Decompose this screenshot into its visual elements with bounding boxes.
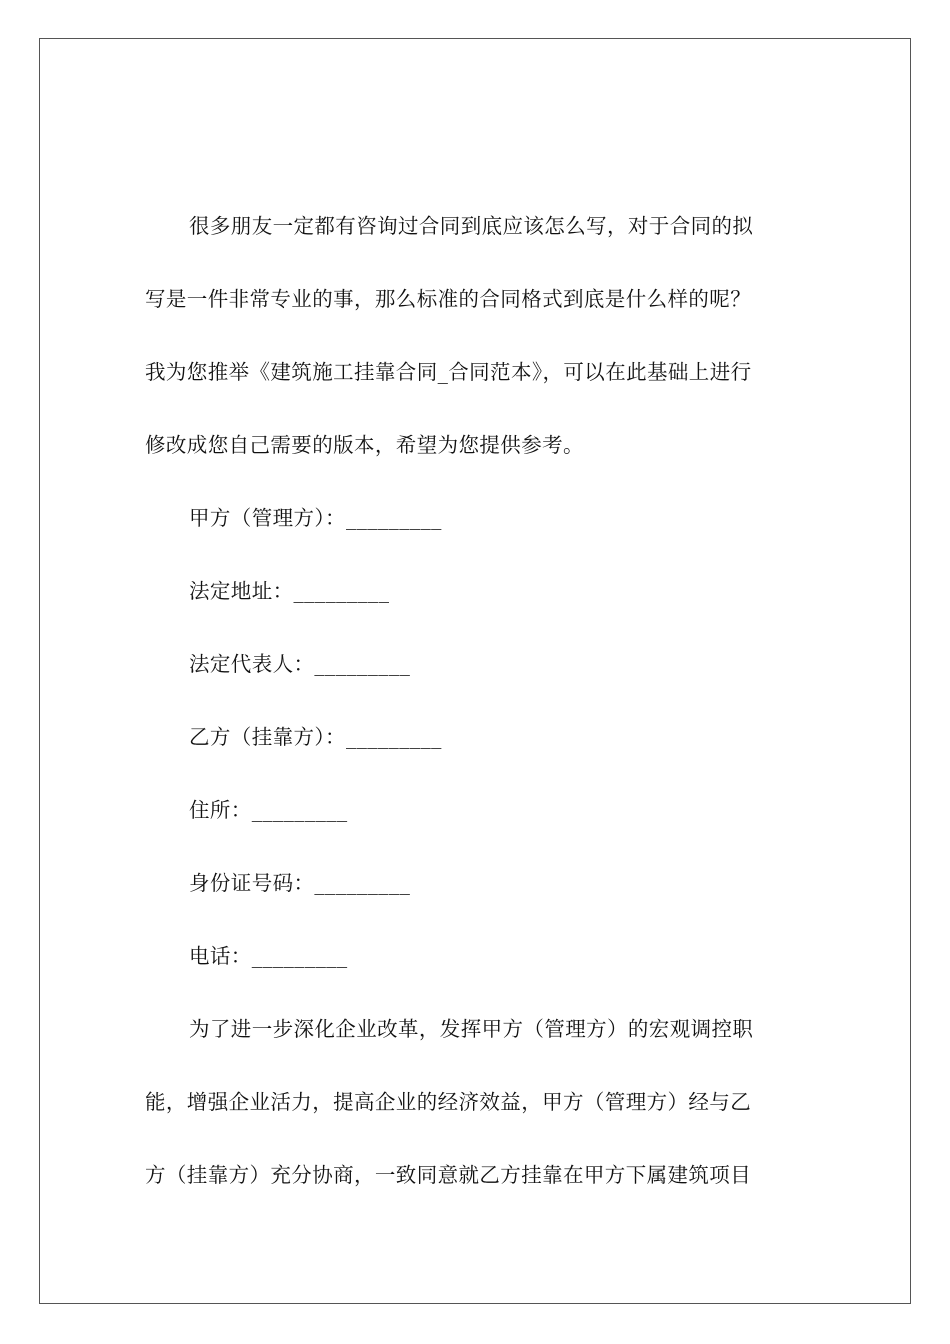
field-phone: 电话：_________ bbox=[189, 944, 348, 968]
intro-line: 我为您推举《建筑施工挂靠合同_合同范本》，可以在此基础上进行 bbox=[145, 360, 752, 384]
body-line: 能，增强企业活力，提高企业的经济效益，甲方（管理方）经与乙 bbox=[145, 1090, 752, 1114]
field-legal-representative: 法定代表人：_________ bbox=[189, 652, 411, 676]
field-party-a: 甲方（管理方）：_________ bbox=[189, 506, 442, 530]
body-paragraph bbox=[145, 993, 805, 1212]
field-party-b: 乙方（挂靠方）：_________ bbox=[189, 725, 442, 749]
intro-line: 很多朋友一定都有咨询过合同到底应该怎么写，对于合同的拟 bbox=[189, 214, 754, 238]
body-line: 为了进一步深化企业改革，发挥甲方（管理方）的宏观调控职 bbox=[189, 1017, 754, 1041]
field-id-number: 身份证号码：_________ bbox=[189, 871, 411, 895]
intro-line: 写是一件非常专业的事，那么标准的合同格式到底是什么样的呢？ bbox=[145, 287, 752, 311]
intro-paragraph bbox=[145, 190, 805, 482]
body-line: 方（挂靠方）充分协商，一致同意就乙方挂靠在甲方下属建筑项目 bbox=[145, 1163, 752, 1187]
field-legal-address: 法定地址：_________ bbox=[189, 579, 390, 603]
document-content bbox=[145, 190, 805, 1212]
intro-line: 修改成您自己需要的版本，希望为您提供参考。 bbox=[145, 433, 584, 457]
field-residence: 住所：_________ bbox=[189, 798, 348, 822]
